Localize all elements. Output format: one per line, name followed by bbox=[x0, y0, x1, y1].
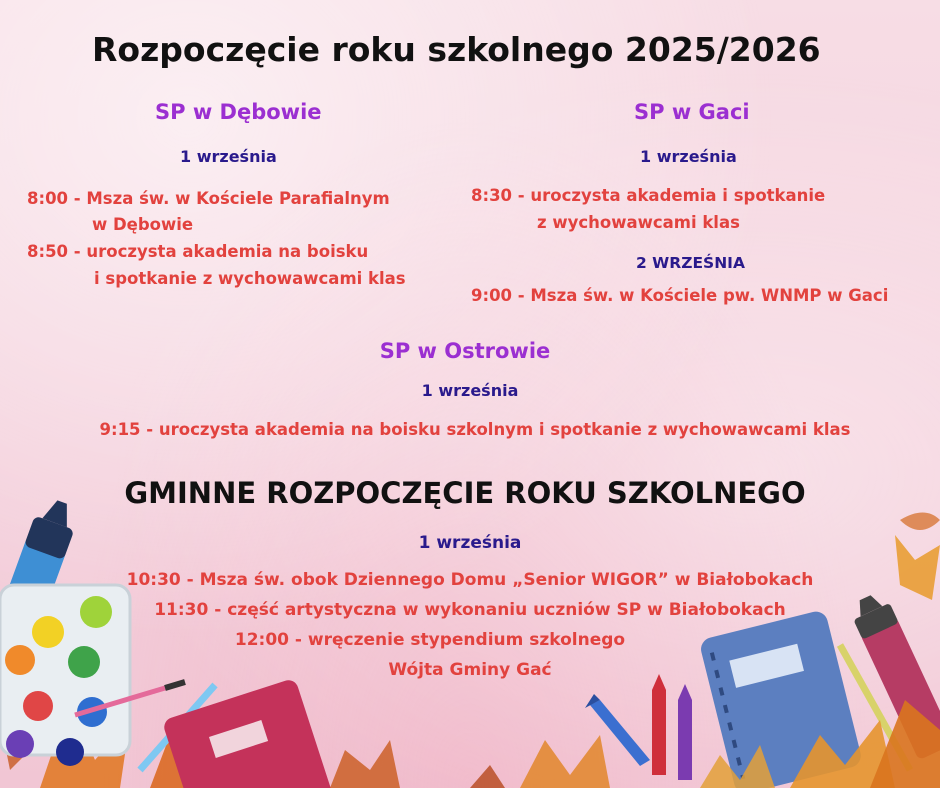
event-debowo-2: 8:50 - uroczysta akademia na boisku bbox=[27, 242, 369, 261]
event-gac-2: 9:00 - Msza św. w Kościele pw. WNMP w Gaci bbox=[471, 286, 889, 305]
event-ostrow-1: 9:15 - uroczysta akademia na boisku szkolnym i spotkanie z wychowawcami klas bbox=[99, 420, 851, 439]
page-title: Rozpoczęcie roku szkolnego 2025/2026 bbox=[92, 30, 821, 69]
event-gminne-3: 12:00 - wręczenie stypendium szkolnego bbox=[234, 630, 626, 650]
event-gminne-2: 11:30 - część artystyczna w wykonaniu uczniów SP w Białobokach bbox=[154, 600, 786, 620]
red-notebook-icon bbox=[162, 678, 335, 788]
event-gminne-1: 10:30 - Msza św. obok Dziennego Domu „Senior WIGOR” w Białobokach bbox=[126, 570, 814, 590]
gminne-heading: GMINNE ROZPOCZĘCIE ROKU SZKOLNEGO bbox=[124, 476, 806, 510]
event-gac-1: 8:30 - uroczysta akademia i spotkanie bbox=[471, 186, 826, 205]
event-gac-1-cont: z wychowawcami klas bbox=[537, 213, 740, 232]
date-gminne: 1 września bbox=[418, 533, 522, 553]
school-name-gac: SP w Gaci bbox=[634, 100, 750, 124]
date-ostrow: 1 września bbox=[421, 381, 519, 400]
school-name-debowo: SP w Dębowie bbox=[155, 100, 322, 124]
date-debowo: 1 września bbox=[180, 147, 277, 166]
event-debowo-2-cont: i spotkanie z wychowawcami klas bbox=[94, 269, 406, 288]
event-debowo-1: 8:00 - Msza św. w Kościele Parafialnym bbox=[27, 189, 390, 208]
autumn-leaves-middle-icon bbox=[330, 735, 610, 788]
event-debowo-1-cont: w Dębowie bbox=[92, 215, 194, 234]
school-name-ostrow: SP w Ostrowie bbox=[379, 339, 551, 363]
event-gminne-3-cont: Wójta Gminy Gać bbox=[388, 660, 552, 680]
date-gac-2: 2 WRZEŚNIA bbox=[636, 254, 745, 272]
date-gac-1: 1 września bbox=[640, 147, 737, 166]
